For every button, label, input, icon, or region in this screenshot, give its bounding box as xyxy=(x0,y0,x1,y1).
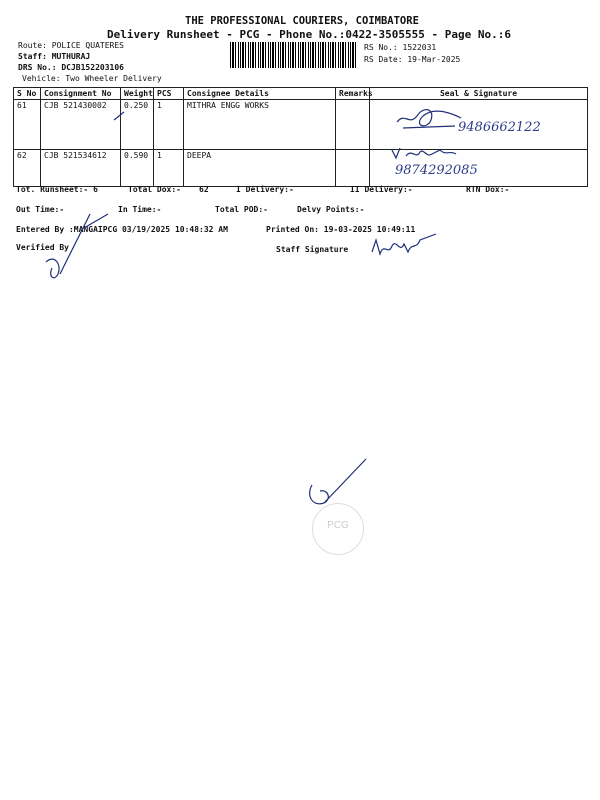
printed-on: Printed On: 19-03-2025 10:49:11 xyxy=(266,225,416,234)
cell-pcs: 1 xyxy=(154,150,184,187)
out-time-label: Out Time:- xyxy=(16,205,65,214)
cell-sno: 61 xyxy=(14,100,41,150)
entered-by: Entered By :MANGAIPCG 03/19/2025 10:48:32 AM xyxy=(16,225,228,234)
in-time-label: In Time:- xyxy=(118,205,162,214)
cell-weight: 0.250 xyxy=(121,100,154,150)
rtn-dox-label: RTN Dox:- xyxy=(466,185,510,194)
drs-number: DRS No.: DCJB152203106 xyxy=(18,63,124,72)
handwritten-phone-1: 9486662122 xyxy=(458,120,541,135)
tot-runsheet: Tot. Runsheet:- 6 xyxy=(16,185,98,194)
col-header-remarks: Remarks xyxy=(336,88,370,100)
col-header-pcs: PCS xyxy=(154,88,184,100)
signature-row-1 xyxy=(395,104,465,132)
handwritten-phone-2: 9874292085 xyxy=(395,163,478,178)
entered-by-mark xyxy=(82,212,112,232)
ii-delivery-label: II Delivery:- xyxy=(350,185,413,194)
barcode xyxy=(230,42,358,68)
faded-stamp xyxy=(312,503,364,555)
table-header-row xyxy=(14,88,588,100)
col-header-consignee: Consignee Details xyxy=(184,88,336,100)
runsheet-subtitle: Delivery Runsheet - PCG - Phone No.:0422-3505555 - Page No.:6 xyxy=(107,28,511,41)
cell-consignee: DEEPA xyxy=(184,150,336,187)
cell-consignment: CJB 521430002 xyxy=(41,100,121,150)
cell-remarks xyxy=(336,100,370,150)
cell-consignment: CJB 521534612 xyxy=(41,150,121,187)
i-delivery-label: I Delivery:- xyxy=(236,185,294,194)
vehicle-label: Vehicle: Two Wheeler Delivery xyxy=(22,74,162,83)
col-header-consignment: Consignment No xyxy=(41,88,121,100)
route-label: Route: POLICE QUATERES xyxy=(18,41,124,50)
staff-label: Staff: MUTHURAJ xyxy=(18,52,91,61)
cell-sno: 62 xyxy=(14,150,41,187)
col-header-sno: S No xyxy=(14,88,41,100)
cell-pcs: 1 xyxy=(154,100,184,150)
staff-signature-ink xyxy=(370,232,440,262)
company-title: THE PROFESSIONAL COURIERS, COIMBATORE xyxy=(185,15,419,27)
rs-date: RS Date: 19-Mar-2025 xyxy=(364,55,461,64)
staff-signature-label: Staff Signature xyxy=(276,245,349,254)
total-dox-label: Total Dox:- xyxy=(128,185,181,194)
verified-by-label: Verified By xyxy=(16,243,69,252)
delvy-points-label: Delvy Points:- xyxy=(297,205,365,214)
cell-remarks xyxy=(336,150,370,187)
total-pod-label: Total POD:- xyxy=(215,205,268,214)
col-header-weight: Weight xyxy=(121,88,154,100)
cell-consignee: MITHRA ENGG WORKS xyxy=(184,100,336,150)
total-dox-value: 62 xyxy=(199,185,209,194)
cell-weight: 0.590 xyxy=(121,150,154,187)
runsheet-table xyxy=(13,87,588,187)
col-header-seal-signature: Seal & Signature xyxy=(370,88,588,100)
stamp-text: PCG xyxy=(327,520,349,531)
signature-row-2 xyxy=(390,146,470,164)
tick-mark xyxy=(112,110,128,124)
rs-number: RS No.: 1522031 xyxy=(364,43,437,52)
table-row xyxy=(14,150,588,187)
